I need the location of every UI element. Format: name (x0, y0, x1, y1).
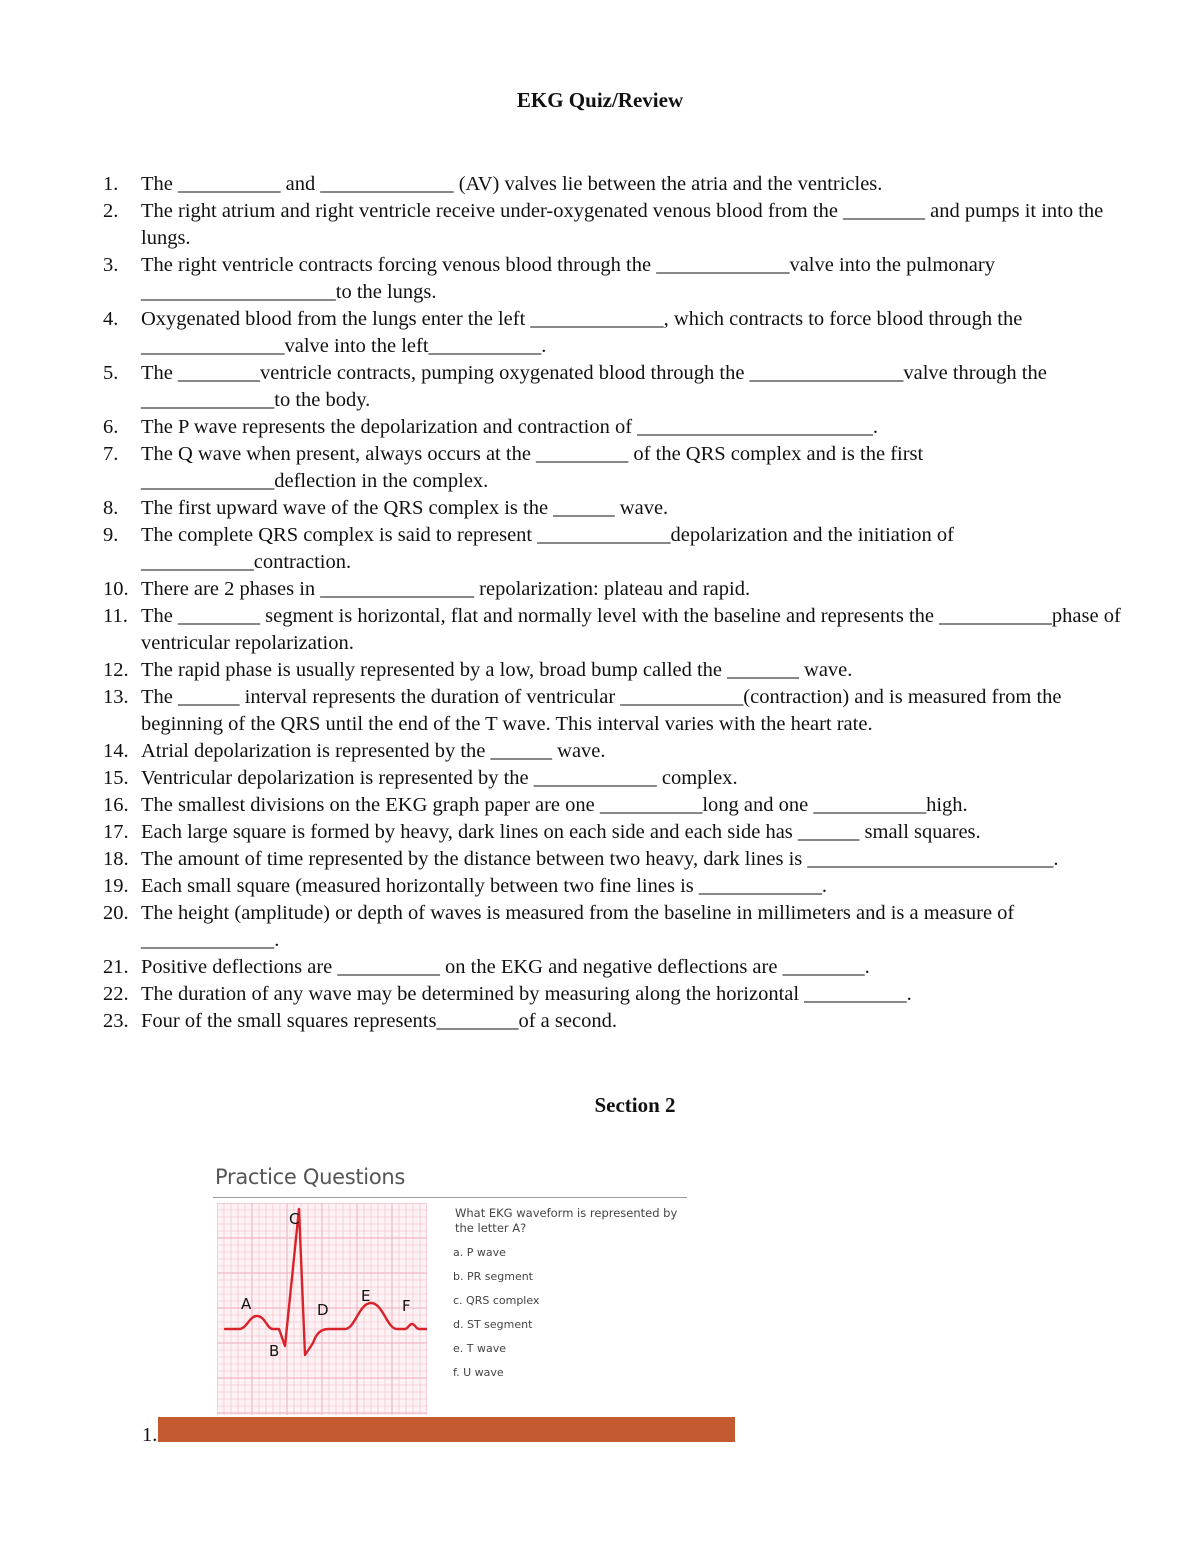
question-number: 8. (103, 497, 119, 519)
answer-options (453, 1245, 539, 1389)
question-number: 18. (103, 848, 129, 870)
question-text: The ________ segment is horizontal, flat and normally level with the baseline and represents the ___________phase of ventricular repolarization. (141, 605, 1121, 654)
ekg-label-d: D (317, 1301, 329, 1319)
question-number: 20. (103, 902, 129, 924)
question-item (103, 360, 1133, 414)
question-text: The amount of time represented by the distance between two heavy, dark lines is ________________________. (141, 848, 1059, 870)
answer-option: f. U wave (453, 1366, 504, 1379)
answer-option: c. QRS complex (453, 1294, 540, 1307)
answer-bar (158, 1417, 735, 1442)
question-item (103, 765, 1133, 792)
question-number: 5. (103, 362, 119, 384)
question-text: Each large square is formed by heavy, dark lines on each side and each side has ______ small squares. (141, 821, 981, 843)
question-item (103, 954, 1133, 981)
question-number: 9. (103, 524, 119, 546)
question-text: Four of the small squares represents________of a second. (141, 1010, 617, 1032)
question-item (103, 198, 1133, 252)
question-text: The height (amplitude) or depth of waves is measured from the baseline in millimeters and is a measure of _____________. (141, 902, 1015, 951)
question-item (103, 576, 1133, 603)
question-number: 13. (103, 686, 129, 708)
question-number: 2. (103, 200, 119, 222)
question-number: 1. (103, 173, 119, 195)
question-number: 15. (103, 767, 129, 789)
question-text: The ________ventricle contracts, pumping oxygenated blood through the _______________valve through the _____________to the body. (141, 362, 1047, 411)
question-number: 19. (103, 875, 129, 897)
practice-heading: Practice Questions (215, 1165, 406, 1189)
question-text: Atrial depolarization is represented by the ______ wave. (141, 740, 606, 762)
question-text: Positive deflections are __________ on the EKG and negative deflections are ________. (141, 956, 870, 978)
question-number: 3. (103, 254, 119, 276)
question-item (103, 603, 1133, 657)
question-item (103, 873, 1133, 900)
question-text: The Q wave when present, always occurs at the _________ of the QRS complex and is the first _____________deflection in the complex. (141, 443, 924, 492)
divider (213, 1197, 687, 1198)
ekg-label-e: E (361, 1287, 371, 1305)
question-number: 10. (103, 578, 129, 600)
question-text: Ventricular depolarization is represented by the ____________ complex. (141, 767, 738, 789)
question-item (103, 306, 1133, 360)
question-number: 21. (103, 956, 129, 978)
ekg-label-c: C (289, 1210, 300, 1228)
question-item (103, 1008, 1133, 1035)
question-item (103, 171, 1133, 198)
question-item (103, 495, 1133, 522)
question-text: There are 2 phases in _______________ repolarization: plateau and rapid. (141, 578, 751, 600)
question-number: 23. (103, 1010, 129, 1032)
question-item (103, 657, 1133, 684)
question-text: The complete QRS complex is said to represent _____________depolarization and the initiation of ___________contraction. (141, 524, 954, 573)
question-item (103, 441, 1133, 495)
question-item (103, 738, 1133, 765)
answer-option: b. PR segment (453, 1270, 533, 1283)
answer-option: d. ST segment (453, 1318, 533, 1331)
answer-option: a. P wave (453, 1246, 506, 1259)
practice-questions-figure (213, 1165, 689, 1417)
question-number: 11. (103, 605, 128, 627)
question-text: The right atrium and right ventricle receive under-oxygenated venous blood from the ________ and pumps it into the lungs. (141, 200, 1104, 249)
question-text: The __________ and _____________ (AV) valves lie between the atria and the ventricles. (141, 173, 883, 195)
practice-question-text: What EKG waveform is represented by the letter A? (455, 1206, 678, 1235)
ekg-label-a: A (241, 1295, 252, 1313)
ekg-label-f: F (402, 1297, 411, 1315)
answer-number: 1. (142, 1424, 158, 1446)
ekg-label-b: B (269, 1342, 280, 1360)
question-item (103, 792, 1133, 819)
question-number: 12. (103, 659, 129, 681)
page-title: EKG Quiz/Review (516, 88, 684, 112)
question-item (103, 900, 1133, 954)
question-item (103, 414, 1133, 441)
ekg-strip-svg (217, 1203, 427, 1415)
question-text: The duration of any wave may be determined by measuring along the horizontal __________. (141, 983, 912, 1005)
question-text: The right ventricle contracts forcing venous blood through the _____________valve into the pulmonary ___________________to the lungs. (141, 254, 995, 303)
question-text: Each small square (measured horizontally between two fine lines is ____________. (141, 875, 827, 897)
question-item (103, 684, 1133, 738)
answer-option: e. T wave (453, 1342, 506, 1355)
question-item (103, 522, 1133, 576)
question-number: 22. (103, 983, 129, 1005)
question-number: 16. (103, 794, 129, 816)
question-text: The smallest divisions on the EKG graph paper are one __________long and one ___________high. (141, 794, 968, 816)
question-number: 7. (103, 443, 119, 465)
question-text: Oxygenated blood from the lungs enter the left _____________, which contracts to force blood through the ______________valve into the left___________. (141, 308, 1023, 357)
question-text: The ______ interval represents the duration of ventricular ____________(contraction) and is measured from the beginning of the QRS until the end of the T wave. This interval varies with the heart rate. (141, 686, 1062, 735)
question-number: 17. (103, 821, 129, 843)
question-number: 4. (103, 308, 119, 330)
question-number: 14. (103, 740, 129, 762)
question-item (103, 981, 1133, 1008)
question-text: The P wave represents the depolarization and contraction of _______________________. (141, 416, 879, 438)
question-item (103, 252, 1133, 306)
question-number: 6. (103, 416, 119, 438)
question-item (103, 846, 1133, 873)
question-list (103, 171, 1133, 1035)
question-text: The rapid phase is usually represented by a low, broad bump called the _______ wave. (141, 659, 853, 681)
question-text: The first upward wave of the QRS complex is the ______ wave. (141, 497, 669, 519)
ekg-strip-image (217, 1203, 427, 1415)
section-2-title: Section 2 (594, 1093, 676, 1117)
question-item (103, 819, 1133, 846)
